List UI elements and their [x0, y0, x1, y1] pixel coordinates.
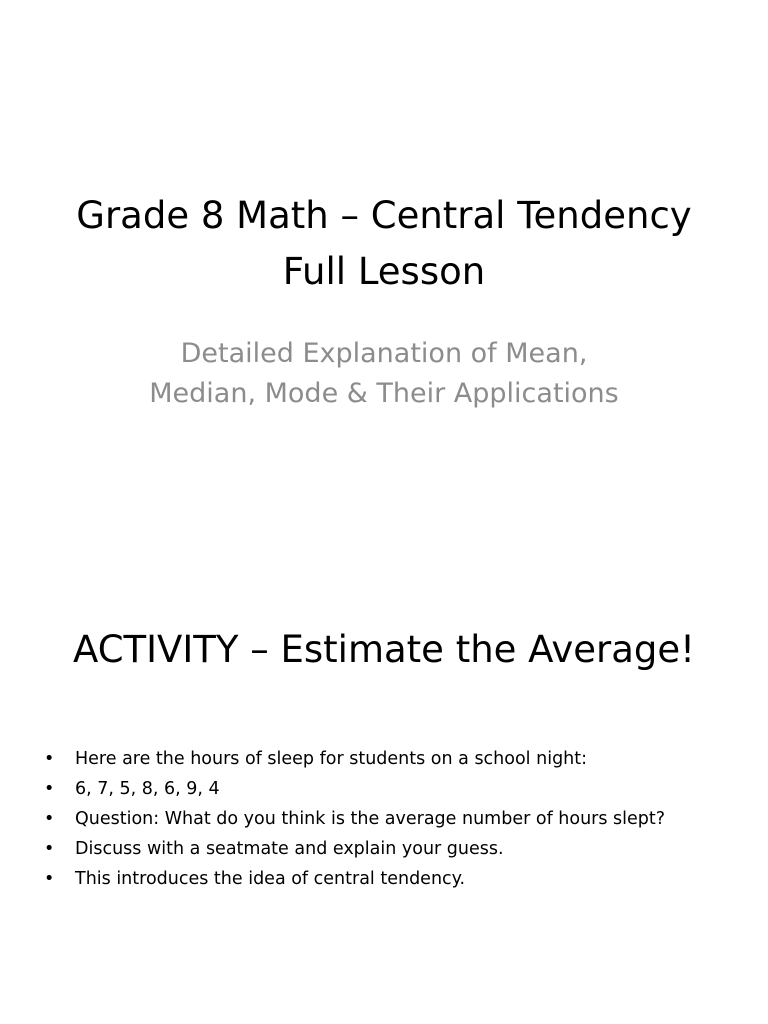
- list-item-text: Question: What do you think is the average number of hours slept?: [75, 809, 666, 829]
- bullet-icon: •: [44, 779, 55, 799]
- bullet-list: [44, 744, 724, 894]
- list-item: [44, 864, 724, 894]
- bullet-icon: •: [44, 869, 55, 889]
- bullet-icon: •: [44, 839, 55, 859]
- slide-title: [40, 188, 728, 300]
- list-item: [44, 834, 724, 864]
- list-item-text: Here are the hours of sleep for students on a school night:: [75, 749, 588, 769]
- slide-title-line-1: Grade 8 Math – Central Tendency: [76, 194, 692, 237]
- list-item: [44, 774, 724, 804]
- list-item: [44, 744, 724, 774]
- list-item-text: 6, 7, 5, 8, 6, 9, 4: [75, 779, 220, 799]
- list-item-text: This introduces the idea of central tendency.: [75, 869, 466, 889]
- slide-subtitle-line-2: Median, Mode & Their Applications: [149, 378, 619, 409]
- slide-title: ACTIVITY – Estimate the Average!: [73, 628, 695, 671]
- slide-2: [0, 576, 768, 1024]
- list-item: [44, 804, 724, 834]
- slide-subtitle: [80, 334, 688, 414]
- bullet-icon: •: [44, 809, 55, 829]
- slide-title-line-2: Full Lesson: [282, 250, 486, 293]
- slide-subtitle-line-1: Detailed Explanation of Mean,: [180, 338, 588, 369]
- bullet-icon: •: [44, 749, 55, 769]
- list-item-text: Discuss with a seatmate and explain your guess.: [75, 839, 504, 859]
